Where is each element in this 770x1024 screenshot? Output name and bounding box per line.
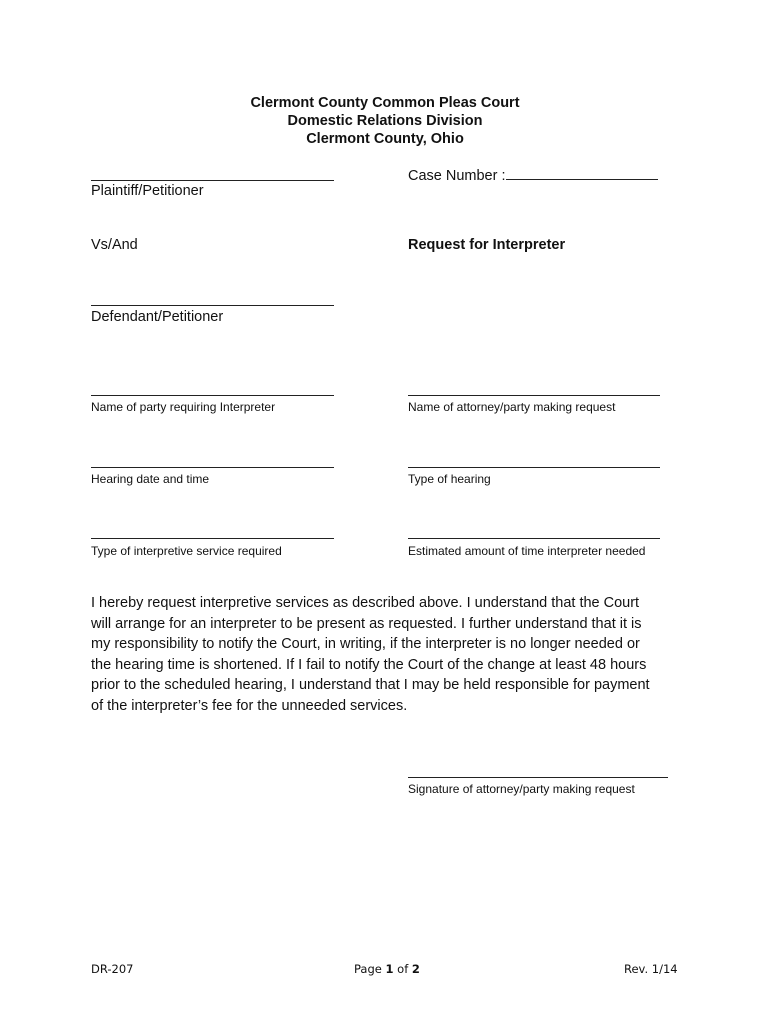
request-paragraph <box>91 593 691 717</box>
paragraph-line: will arrange for an interpreter to be present as requested. I further understand that it is <box>91 615 642 632</box>
party-name-line[interactable] <box>91 395 334 396</box>
vs-label: Vs/And <box>91 237 138 253</box>
service-type-line[interactable] <box>91 538 334 539</box>
page-current: 1 <box>385 962 394 976</box>
paragraph-line: I hereby request interpretive services as described above. I understand that the Court <box>91 595 640 611</box>
plaintiff-line[interactable] <box>91 180 334 181</box>
division-name: Domestic Relations Division <box>287 113 483 129</box>
page-mid: of <box>393 962 412 976</box>
party-name-label: Name of party requiring Interpreter <box>91 400 276 414</box>
paragraph-line: my responsibility to notify the Court, in writing, if the interpreter is no longer needed or <box>91 636 640 653</box>
defendant-label: Defendant/Petitioner <box>91 309 224 325</box>
hearing-date-line[interactable] <box>91 467 334 468</box>
defendant-line[interactable] <box>91 305 334 306</box>
case-number-label: Case Number : <box>408 168 506 184</box>
county-name: Clermont County, Ohio <box>306 131 464 147</box>
paragraph-line: of the interpreter’s fee for the unneeded services. <box>91 697 408 714</box>
paragraph-line: prior to the scheduled hearing, I understand that I may be held responsible for payment <box>91 677 650 694</box>
case-number-field <box>408 165 658 184</box>
paragraph-line: the hearing time is shortened. If I fail to notify the Court of the change at least 48 hours <box>91 656 647 673</box>
hearing-type-line[interactable] <box>408 467 660 468</box>
hearing-type-label: Type of hearing <box>408 472 491 486</box>
page-prefix: Page <box>354 962 386 976</box>
hearing-date-label: Hearing date and time <box>91 472 210 486</box>
time-needed-line[interactable] <box>408 538 660 539</box>
court-name: Clermont County Common Pleas Court <box>250 95 520 111</box>
signature-line[interactable] <box>408 777 668 778</box>
time-needed-label: Estimated amount of time interpreter needed <box>408 544 646 558</box>
case-number-input[interactable] <box>506 165 658 180</box>
revision-label: Rev. 1/14 <box>624 962 678 976</box>
request-title: Request for Interpreter <box>408 237 566 253</box>
form-id: DR-207 <box>91 962 134 976</box>
attorney-name-label: Name of attorney/party making request <box>408 400 616 414</box>
attorney-name-line[interactable] <box>408 395 660 396</box>
page-total: 2 <box>411 962 420 976</box>
service-type-label: Type of interpretive service required <box>91 544 282 558</box>
plaintiff-label: Plaintiff/Petitioner <box>91 183 204 199</box>
page-indicator <box>354 962 420 976</box>
signature-label: Signature of attorney/party making request <box>408 782 635 796</box>
